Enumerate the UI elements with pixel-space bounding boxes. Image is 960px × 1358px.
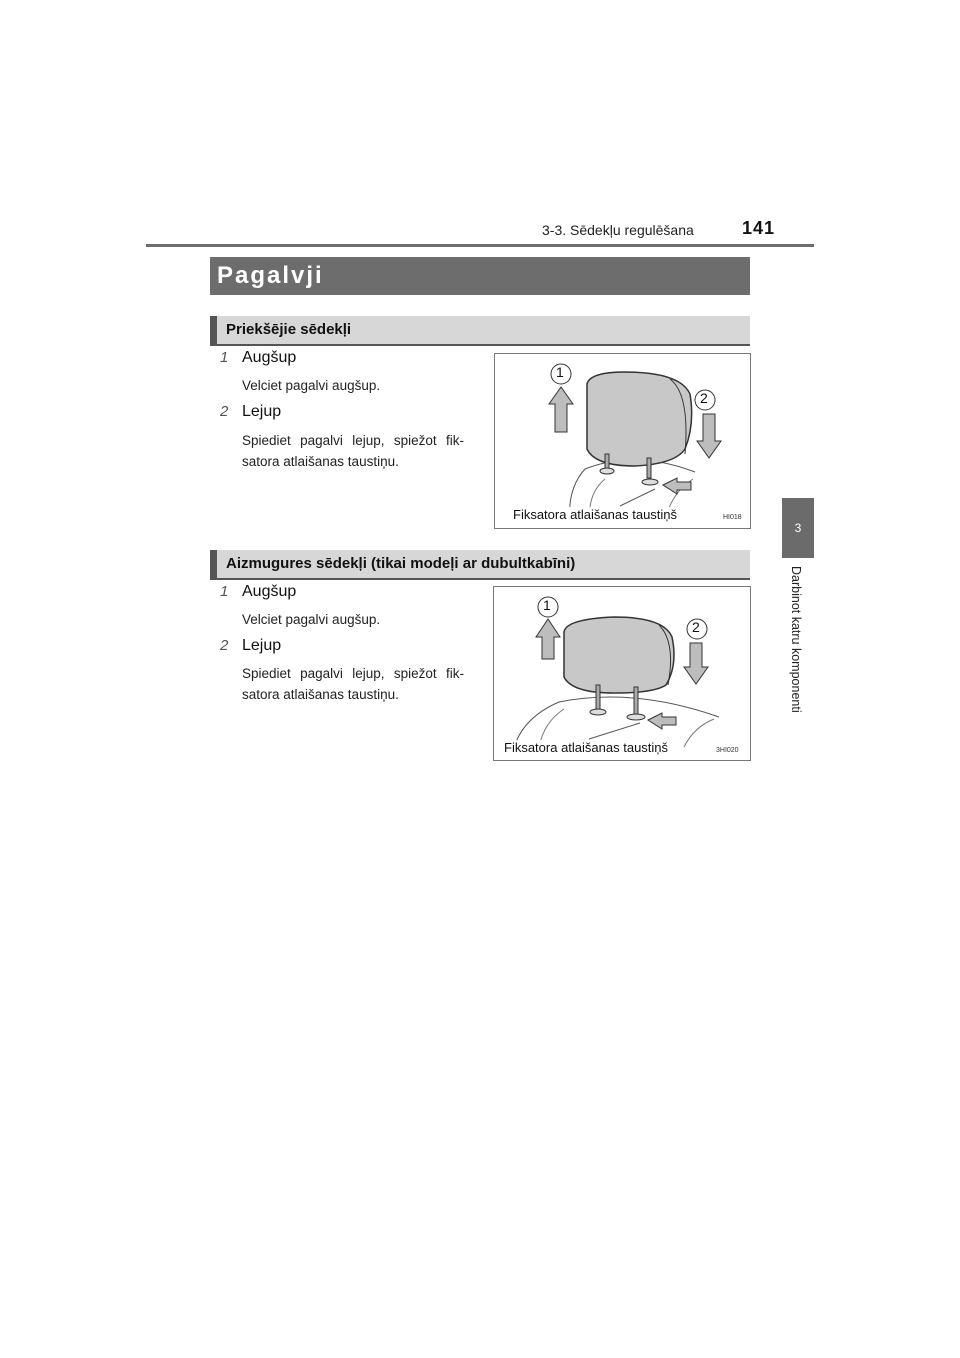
chapter-number: 3 — [794, 521, 802, 535]
front-seats-heading — [210, 316, 750, 346]
rear-callout-2: 2 — [692, 619, 700, 635]
rear-item-2-desc: Spiediet pagalvi lejup, spiežot fik-satora atlaišanas taustiņu. — [242, 666, 464, 702]
front-item-2-number: 2 — [220, 403, 229, 420]
rear-item-2-label: Lejup — [242, 637, 282, 654]
chapter-label: Darbinot katru komponenti — [789, 566, 803, 713]
rear-figure-code: 3HI020 — [716, 747, 739, 754]
chapter-tab — [782, 498, 814, 558]
front-figure-code: HI018 — [723, 514, 742, 521]
section-title: 3-3. Sēdekļu regulēšana — [542, 222, 694, 238]
rear-seats-heading-text: Aizmugures sēdekļi (tikai modeļi ar dubultkabīni) — [226, 555, 576, 572]
front-callout-2: 2 — [700, 390, 708, 406]
rear-figure-caption: Fiksatora atlaišanas taustiņš — [504, 740, 669, 755]
rear-item-2-number: 2 — [220, 637, 229, 654]
header-rule — [146, 244, 814, 247]
rear-item-1-label: Augšup — [242, 583, 297, 600]
rear-headrest-illustration — [493, 586, 751, 761]
front-item-1-label: Augšup — [242, 349, 297, 366]
front-figure-caption: Fiksatora atlaišanas taustiņš — [513, 507, 678, 522]
page-number: 141 — [742, 218, 776, 238]
rear-seats-heading — [210, 550, 750, 580]
front-headrest-illustration — [494, 353, 751, 529]
front-callout-1: 1 — [556, 364, 564, 380]
front-item-2-desc: Spiediet pagalvi lejup, spiežot fik-satora atlaišanas taustiņu. — [242, 433, 464, 469]
page-title: Pagalvji — [217, 262, 324, 289]
rear-callout-1: 1 — [543, 597, 551, 613]
front-item-2-label: Lejup — [242, 403, 282, 420]
rear-item-1-number: 1 — [220, 583, 229, 600]
front-item-1-desc: Velciet pagalvi augšup. — [242, 378, 381, 393]
heading-marker — [210, 316, 217, 344]
heading-marker — [210, 550, 217, 578]
rear-item-1-desc: Velciet pagalvi augšup. — [242, 612, 381, 627]
front-seats-heading-text: Priekšējie sēdekļi — [226, 321, 352, 338]
front-item-1-number: 1 — [220, 349, 229, 366]
